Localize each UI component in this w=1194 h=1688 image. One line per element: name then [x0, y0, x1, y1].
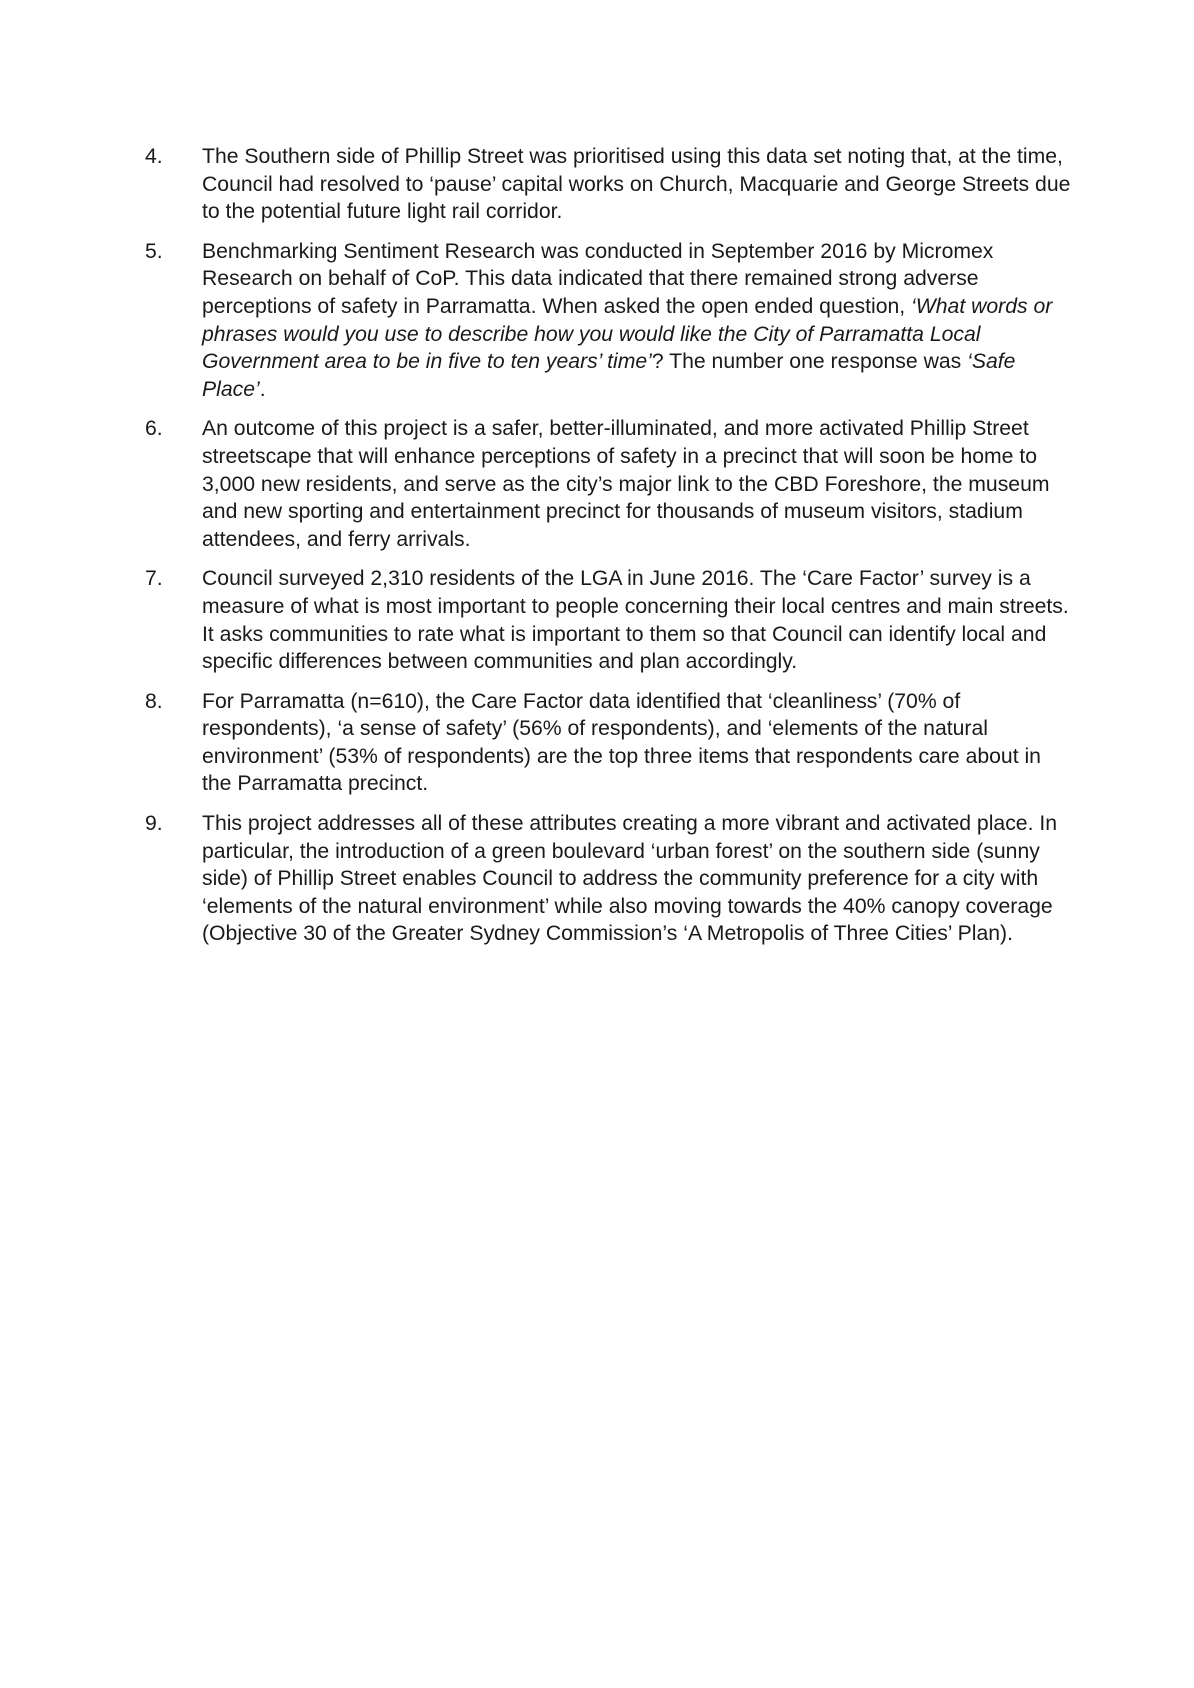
- list-item: [145, 810, 1075, 948]
- list-item: [145, 688, 1075, 798]
- item-text: [202, 415, 1075, 553]
- item-text: [202, 143, 1075, 226]
- italic-question: ‘What words or phrases would you use to describe how you would like the City of Parramatta Local Government area to be in five to ten years’ time’: [202, 294, 1053, 374]
- italic-response: ‘Safe Place’: [202, 350, 1016, 401]
- item-text: [202, 238, 1075, 404]
- text-segment: ? The number one response was: [651, 350, 968, 374]
- list-item: [145, 143, 1075, 226]
- item-number: 6.: [145, 417, 163, 441]
- item-number: 4.: [145, 145, 163, 168]
- text-segment: For Parramatta (n=610), the Care Factor data identified that ‘cleanliness’ (70% of respondents), ‘a sense of safety’ (56% of respondents), and ‘elements of the natural environment’ (53% of respondents) are the top three items that respondents care about in the Parramatta precinct.: [202, 689, 1041, 796]
- numbered-paragraph-list: [145, 143, 1075, 960]
- item-number: 5.: [145, 239, 163, 263]
- text-segment: Council surveyed 2,310 residents of the LGA in June 2016. The ‘Care Factor’ survey is a measure of what is most important to people concerning their local centres and main streets. It asks communities to rate what is important to them so that Council can identify local and specific differences between communities and plan accordingly.: [202, 567, 1069, 674]
- text-segment: This project addresses all of these attributes creating a more vibrant and activated place. In particular, the introduction of a green boulevard ‘urban forest’ on the southern side (sunny side) of Phillip Street enables Council to address the community preference for a city with ‘elements of the natural environment’ while also moving towards the 40% canopy coverage (Objective 30 of the Greater Sydney Commission’s ‘A Metropolis of Three Cities’ Plan).: [202, 812, 1058, 946]
- list-item: [145, 565, 1075, 675]
- item-text: [202, 565, 1075, 675]
- list-item: [145, 238, 1075, 404]
- text-segment: An outcome of this project is a safer, better-illuminated, and more activated Phillip Street streetscape that will enhance perceptions of safety in a precinct that will soon be home to 3,000 new residents, and serve as the city’s major link to the CBD Foreshore, the museum and new sporting and entertainment precinct for thousands of museum visitors, stadium attendees, and ferry arrivals.: [202, 417, 1050, 551]
- item-text: [202, 688, 1075, 798]
- text-segment: The Southern side of Phillip Street was prioritised using this data set noting that, at the time, Council had resolved to ‘pause’ capital works on Church, Macquarie and George Streets due to the potential future light rail corridor.: [202, 145, 1071, 224]
- item-number: 9.: [145, 812, 163, 836]
- item-number: 7.: [145, 567, 163, 591]
- text-segment: .: [259, 377, 266, 401]
- item-number: 8.: [145, 689, 163, 713]
- item-text: [202, 810, 1075, 948]
- list-item: [145, 415, 1075, 553]
- text-segment: Benchmarking Sentiment Research was conducted in September 2016 by Micromex Research on behalf of CoP. This data indicated that there remained strong adverse perceptions of safety in Parramatta. When asked the open ended question,: [202, 239, 994, 318]
